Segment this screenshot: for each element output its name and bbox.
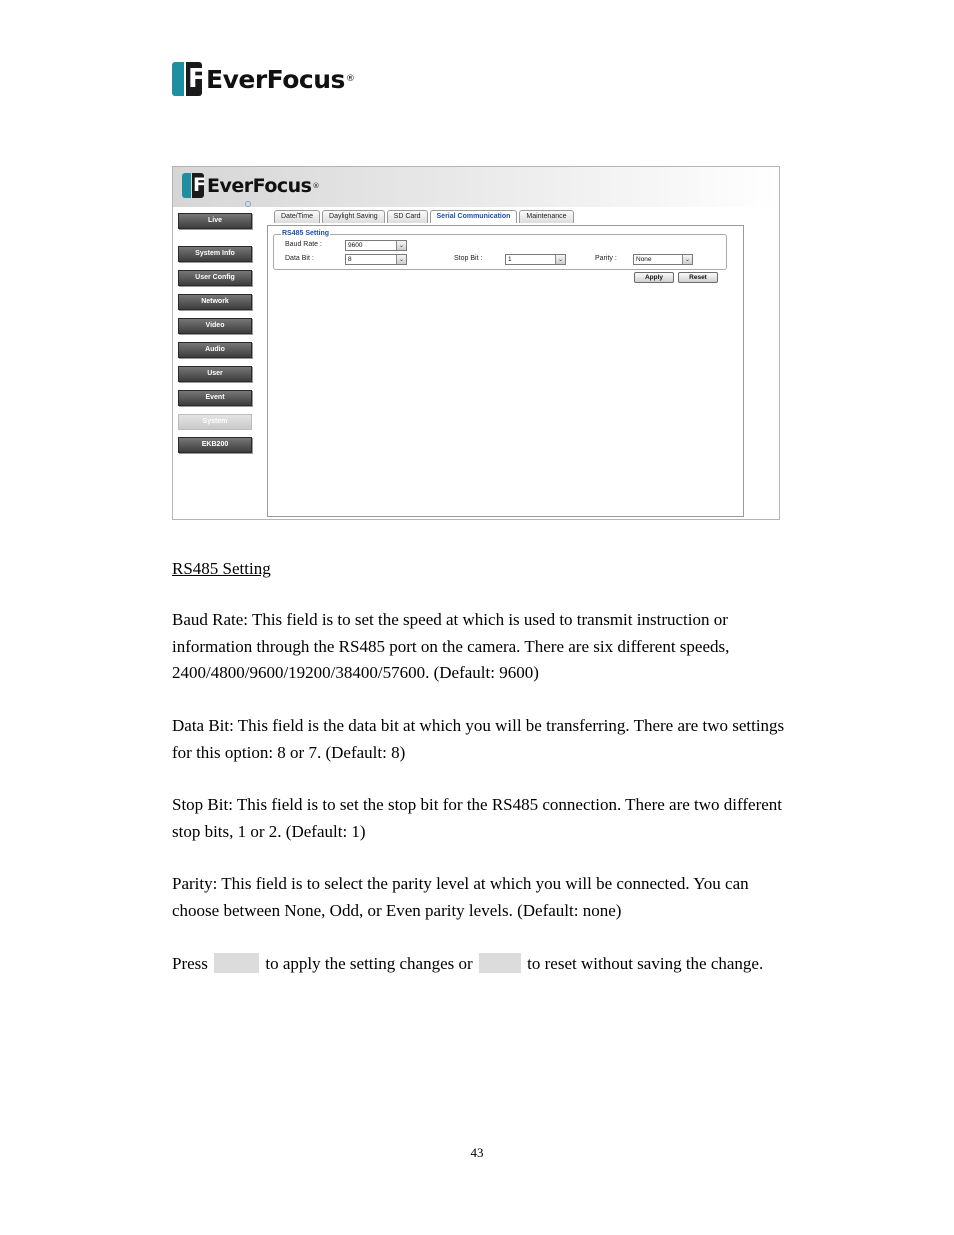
sidebar-event-button[interactable]: Event xyxy=(178,390,252,406)
sidebar-user-button[interactable]: User xyxy=(178,366,252,382)
sidebar-live-button[interactable]: Live xyxy=(178,213,252,229)
stop-bit-select[interactable] xyxy=(505,254,566,265)
page-number: 43 xyxy=(470,1145,484,1160)
parity-value: None xyxy=(636,256,652,263)
chevron-down-icon: ⌄ xyxy=(396,255,406,264)
everfocus-logo-icon: F xyxy=(172,62,202,96)
reset-button-image xyxy=(479,953,521,973)
sidebar-system-button[interactable]: System xyxy=(178,414,252,430)
sidebar-ekb200-button[interactable]: EKB200 xyxy=(178,437,252,453)
registered-mark: ® xyxy=(312,181,320,190)
tab-date-time[interactable]: Date/Time xyxy=(274,210,320,223)
status-dot-icon xyxy=(245,201,251,207)
tab-serial-communication[interactable]: Serial Communication xyxy=(430,210,518,223)
data-bit-select[interactable] xyxy=(345,254,407,265)
baud-rate-select[interactable] xyxy=(345,240,407,251)
everfocus-logo xyxy=(172,61,355,97)
tab-sd-card[interactable]: SD Card xyxy=(387,210,428,223)
apply-button-image xyxy=(214,953,259,973)
baud-rate-label: Baud Rate : xyxy=(285,241,322,248)
reset-text: to reset without saving the change. xyxy=(527,954,764,973)
screenshot-logo-text: EverFocus xyxy=(207,174,312,197)
stop-bit-value: 1 xyxy=(508,256,512,263)
logo-text: EverFocus xyxy=(206,64,345,94)
apply-button[interactable]: Apply xyxy=(634,272,674,283)
stop-bit-paragraph: Stop Bit: This field is to set the stop bit for the RS485 connection. There are two different stop bits, 1 or 2. (Default: 1) xyxy=(172,795,783,841)
tab-maintenance[interactable]: Maintenance xyxy=(519,210,573,223)
everfocus-logo-icon: F xyxy=(182,173,204,198)
reset-button[interactable]: Reset xyxy=(678,272,718,283)
data-bit-label: Data Bit : xyxy=(285,255,314,262)
stop-bit-label: Stop Bit : xyxy=(454,255,483,262)
registered-mark: ® xyxy=(345,74,355,84)
data-bit-paragraph: Data Bit: This field is the data bit at which you will be transferring. There are two settings for this option: 8 or 7. (Default: 8) xyxy=(172,716,785,762)
tab-daylight-saving[interactable]: Daylight Saving xyxy=(322,210,385,223)
screenshot-header xyxy=(173,167,779,207)
parity-paragraph: Parity: This field is to select the parity level at which you will be connected. You can choose between None, Odd, or Even parity levels. (Default: none) xyxy=(172,874,749,920)
sidebar-video-button[interactable]: Video xyxy=(178,318,252,334)
rs485-legend: RS485 Setting xyxy=(282,230,330,237)
settings-screenshot xyxy=(172,166,780,520)
chevron-down-icon: ⌄ xyxy=(555,255,565,264)
data-bit-value: 8 xyxy=(348,256,352,263)
section-heading: RS485 Setting xyxy=(172,559,271,578)
tab-bar xyxy=(274,210,576,223)
parity-label: Parity : xyxy=(595,255,617,262)
sidebar-system-info-button[interactable]: System Info xyxy=(178,246,252,262)
baud-rate-paragraph: Baud Rate: This field is to set the speed at which is used to transmit instruction or information through the RS485 port on the camera. There are six different speeds, 2400/4800/9600/19200/38400/57600. (Default: 9600) xyxy=(172,610,730,682)
apply-text: to apply the setting changes or xyxy=(265,954,473,973)
press-text: Press xyxy=(172,954,208,973)
parity-select[interactable] xyxy=(633,254,693,265)
baud-rate-value: 9600 xyxy=(348,242,363,249)
chevron-down-icon: ⌄ xyxy=(396,241,406,250)
sidebar-user-config-button[interactable]: User Config xyxy=(178,270,252,286)
chevron-down-icon: ⌄ xyxy=(682,255,692,264)
press-paragraph xyxy=(172,951,792,978)
sidebar-audio-button[interactable]: Audio xyxy=(178,342,252,358)
screenshot-logo xyxy=(182,173,319,198)
sidebar-network-button[interactable]: Network xyxy=(178,294,252,310)
